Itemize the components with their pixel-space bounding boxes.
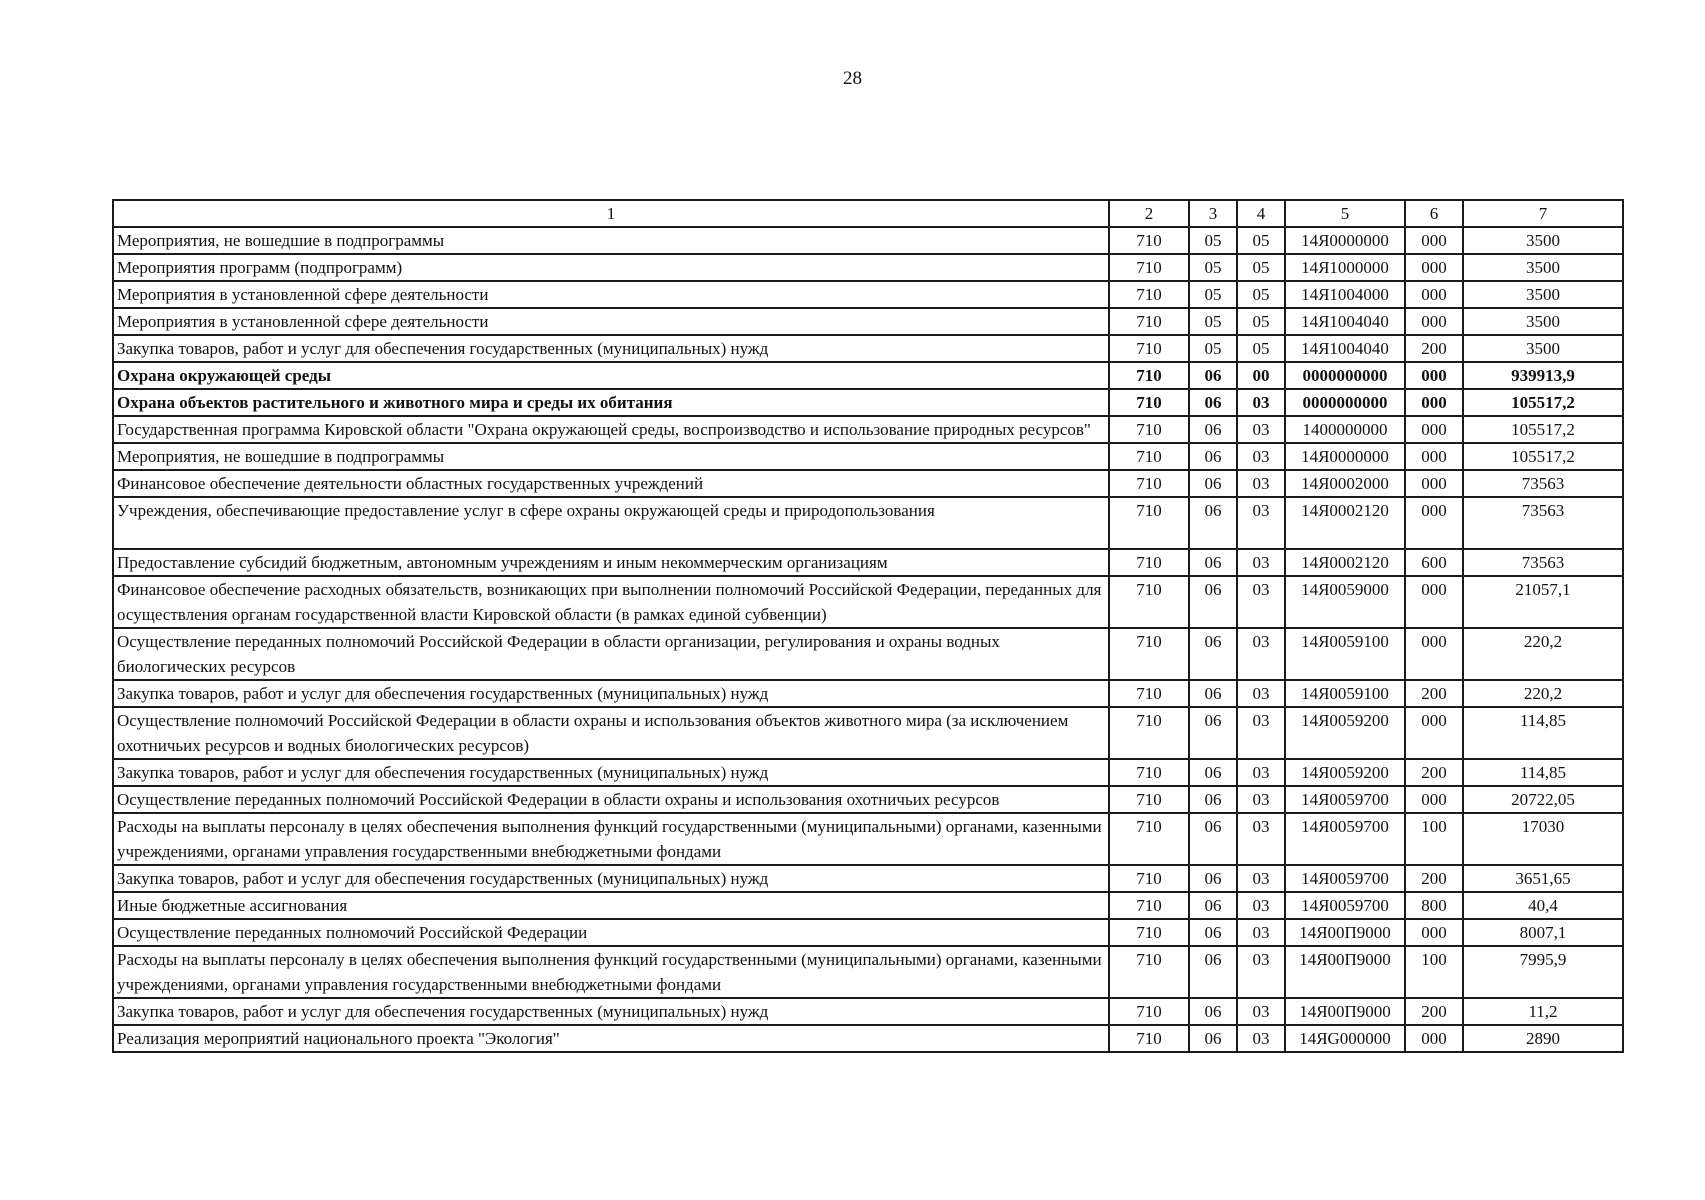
row-col6-cell: 000 bbox=[1405, 497, 1463, 549]
row-col2-cell: 710 bbox=[1109, 389, 1189, 416]
row-name-cell: Закупка товаров, работ и услуг для обеспечения государственных (муниципальных) нужд bbox=[113, 759, 1109, 786]
row-col5-cell: 14Я00П9000 bbox=[1285, 919, 1405, 946]
row-col5-cell: 14Я0000000 bbox=[1285, 443, 1405, 470]
table-row bbox=[113, 998, 1623, 1025]
row-col6-cell: 200 bbox=[1405, 335, 1463, 362]
row-col5-cell: 14Я0059100 bbox=[1285, 680, 1405, 707]
table-row bbox=[113, 416, 1623, 443]
row-name-cell: Мероприятия в установленной сфере деятельности bbox=[113, 308, 1109, 335]
row-col4-cell: 03 bbox=[1237, 998, 1285, 1025]
table-row bbox=[113, 443, 1623, 470]
row-col5-cell: 14Я0002120 bbox=[1285, 497, 1405, 549]
row-name-cell: Закупка товаров, работ и услуг для обеспечения государственных (муниципальных) нужд bbox=[113, 680, 1109, 707]
row-sum-cell: 114,85 bbox=[1463, 759, 1623, 786]
row-col5-cell: 14Я0000000 bbox=[1285, 227, 1405, 254]
row-name-cell: Расходы на выплаты персоналу в целях обеспечения выполнения функций государственными (муниципальными) органами, казенными учреждениями, органами управления государственными внебюджетными фондами bbox=[113, 813, 1109, 865]
table-row bbox=[113, 813, 1623, 865]
row-col3-cell: 06 bbox=[1189, 497, 1237, 549]
row-col2-cell: 710 bbox=[1109, 759, 1189, 786]
header-cell: 7 bbox=[1463, 200, 1623, 227]
row-col4-cell: 03 bbox=[1237, 576, 1285, 628]
row-col4-cell: 05 bbox=[1237, 254, 1285, 281]
table-row bbox=[113, 308, 1623, 335]
table-row bbox=[113, 549, 1623, 576]
row-col6-cell: 600 bbox=[1405, 549, 1463, 576]
row-col2-cell: 710 bbox=[1109, 865, 1189, 892]
row-col6-cell: 800 bbox=[1405, 892, 1463, 919]
row-col6-cell: 200 bbox=[1405, 998, 1463, 1025]
row-col6-cell: 000 bbox=[1405, 786, 1463, 813]
row-col3-cell: 05 bbox=[1189, 335, 1237, 362]
row-sum-cell: 105517,2 bbox=[1463, 389, 1623, 416]
row-col6-cell: 100 bbox=[1405, 946, 1463, 998]
header-cell: 5 bbox=[1285, 200, 1405, 227]
row-col5-cell: 14Я0059700 bbox=[1285, 865, 1405, 892]
row-name-cell: Финансовое обеспечение расходных обязательств, возникающих при выполнении полномочий Российской Федерации, переданных для осуществления органам государственной власти Кировской области (в рамках единой субвенции) bbox=[113, 576, 1109, 628]
row-col6-cell: 000 bbox=[1405, 628, 1463, 680]
row-col2-cell: 710 bbox=[1109, 227, 1189, 254]
row-col4-cell: 03 bbox=[1237, 786, 1285, 813]
row-col5-cell: 14Я0059200 bbox=[1285, 707, 1405, 759]
row-col2-cell: 710 bbox=[1109, 335, 1189, 362]
row-col4-cell: 03 bbox=[1237, 497, 1285, 549]
row-col2-cell: 710 bbox=[1109, 680, 1189, 707]
row-col3-cell: 05 bbox=[1189, 308, 1237, 335]
row-col5-cell: 14Я0059700 bbox=[1285, 813, 1405, 865]
row-col5-cell: 14ЯG000000 bbox=[1285, 1025, 1405, 1052]
table-row bbox=[113, 680, 1623, 707]
row-name-cell: Предоставление субсидий бюджетным, автономным учреждениям и иным некоммерческим организациям bbox=[113, 549, 1109, 576]
row-col5-cell: 14Я00П9000 bbox=[1285, 946, 1405, 998]
row-sum-cell: 7995,9 bbox=[1463, 946, 1623, 998]
row-col6-cell: 000 bbox=[1405, 362, 1463, 389]
row-sum-cell: 3500 bbox=[1463, 335, 1623, 362]
row-name-cell: Осуществление полномочий Российской Федерации в области охраны и использования объектов животного мира (за исключением охотничьих ресурсов и водных биологических ресурсов) bbox=[113, 707, 1109, 759]
row-name-cell: Финансовое обеспечение деятельности областных государственных учреждений bbox=[113, 470, 1109, 497]
table-row bbox=[113, 786, 1623, 813]
row-col2-cell: 710 bbox=[1109, 707, 1189, 759]
row-col2-cell: 710 bbox=[1109, 628, 1189, 680]
row-col4-cell: 05 bbox=[1237, 335, 1285, 362]
row-name-cell: Закупка товаров, работ и услуг для обеспечения государственных (муниципальных) нужд bbox=[113, 998, 1109, 1025]
row-sum-cell: 2890 bbox=[1463, 1025, 1623, 1052]
row-col3-cell: 06 bbox=[1189, 813, 1237, 865]
row-col5-cell: 14Я0002000 bbox=[1285, 470, 1405, 497]
row-col6-cell: 000 bbox=[1405, 308, 1463, 335]
row-col3-cell: 06 bbox=[1189, 919, 1237, 946]
row-sum-cell: 105517,2 bbox=[1463, 416, 1623, 443]
row-col5-cell: 14Я0059700 bbox=[1285, 786, 1405, 813]
row-name-cell: Осуществление переданных полномочий Российской Федерации в области охраны и использования охотничьих ресурсов bbox=[113, 786, 1109, 813]
row-col6-cell: 000 bbox=[1405, 576, 1463, 628]
row-sum-cell: 11,2 bbox=[1463, 998, 1623, 1025]
row-col4-cell: 03 bbox=[1237, 707, 1285, 759]
row-name-cell: Мероприятия в установленной сфере деятельности bbox=[113, 281, 1109, 308]
table-row bbox=[113, 576, 1623, 628]
row-col4-cell: 03 bbox=[1237, 1025, 1285, 1052]
table-row bbox=[113, 362, 1623, 389]
row-col2-cell: 710 bbox=[1109, 813, 1189, 865]
table-header-row bbox=[113, 200, 1623, 227]
row-name-cell: Охрана окружающей среды bbox=[113, 362, 1109, 389]
row-col3-cell: 06 bbox=[1189, 549, 1237, 576]
row-col6-cell: 000 bbox=[1405, 389, 1463, 416]
row-col4-cell: 03 bbox=[1237, 549, 1285, 576]
row-col6-cell: 000 bbox=[1405, 416, 1463, 443]
row-col2-cell: 710 bbox=[1109, 998, 1189, 1025]
table-row bbox=[113, 1025, 1623, 1052]
row-name-cell: Учреждения, обеспечивающие предоставление услуг в сфере охраны окружающей среды и природопользования bbox=[113, 497, 1109, 549]
row-col6-cell: 000 bbox=[1405, 227, 1463, 254]
row-col5-cell: 14Я0059700 bbox=[1285, 892, 1405, 919]
row-col4-cell: 03 bbox=[1237, 416, 1285, 443]
row-col2-cell: 710 bbox=[1109, 416, 1189, 443]
row-col3-cell: 06 bbox=[1189, 680, 1237, 707]
table-row bbox=[113, 281, 1623, 308]
row-col5-cell: 14Я0059000 bbox=[1285, 576, 1405, 628]
row-col6-cell: 000 bbox=[1405, 281, 1463, 308]
row-name-cell: Мероприятия программ (подпрограмм) bbox=[113, 254, 1109, 281]
row-col4-cell: 05 bbox=[1237, 281, 1285, 308]
row-name-cell: Государственная программа Кировской области "Охрана окружающей среды, воспроизводство и использование природных ресурсов" bbox=[113, 416, 1109, 443]
row-col3-cell: 06 bbox=[1189, 759, 1237, 786]
table-row bbox=[113, 759, 1623, 786]
row-col3-cell: 06 bbox=[1189, 892, 1237, 919]
header-cell: 4 bbox=[1237, 200, 1285, 227]
row-sum-cell: 17030 bbox=[1463, 813, 1623, 865]
row-col3-cell: 06 bbox=[1189, 416, 1237, 443]
row-col5-cell: 14Я0002120 bbox=[1285, 549, 1405, 576]
row-sum-cell: 20722,05 bbox=[1463, 786, 1623, 813]
row-sum-cell: 40,4 bbox=[1463, 892, 1623, 919]
header-cell: 2 bbox=[1109, 200, 1189, 227]
row-col3-cell: 06 bbox=[1189, 362, 1237, 389]
row-col2-cell: 710 bbox=[1109, 892, 1189, 919]
table-row bbox=[113, 497, 1623, 549]
table-row bbox=[113, 919, 1623, 946]
row-col3-cell: 06 bbox=[1189, 576, 1237, 628]
budget-table bbox=[112, 199, 1624, 1053]
header-cell: 1 bbox=[113, 200, 1109, 227]
row-col2-cell: 710 bbox=[1109, 470, 1189, 497]
row-sum-cell: 939913,9 bbox=[1463, 362, 1623, 389]
row-col6-cell: 200 bbox=[1405, 759, 1463, 786]
table-row bbox=[113, 628, 1623, 680]
row-col2-cell: 710 bbox=[1109, 443, 1189, 470]
row-col2-cell: 710 bbox=[1109, 362, 1189, 389]
row-name-cell: Реализация мероприятий национального проекта "Экология" bbox=[113, 1025, 1109, 1052]
row-sum-cell: 105517,2 bbox=[1463, 443, 1623, 470]
row-col4-cell: 03 bbox=[1237, 389, 1285, 416]
row-col4-cell: 03 bbox=[1237, 865, 1285, 892]
row-sum-cell: 3500 bbox=[1463, 254, 1623, 281]
row-name-cell: Мероприятия, не вошедшие в подпрограммы bbox=[113, 227, 1109, 254]
row-col3-cell: 06 bbox=[1189, 470, 1237, 497]
row-col4-cell: 05 bbox=[1237, 227, 1285, 254]
row-col3-cell: 05 bbox=[1189, 281, 1237, 308]
row-col2-cell: 710 bbox=[1109, 497, 1189, 549]
row-col5-cell: 14Я1004040 bbox=[1285, 335, 1405, 362]
row-col4-cell: 03 bbox=[1237, 892, 1285, 919]
table-row bbox=[113, 254, 1623, 281]
row-name-cell: Закупка товаров, работ и услуг для обеспечения государственных (муниципальных) нужд bbox=[113, 865, 1109, 892]
row-col5-cell: 14Я0059200 bbox=[1285, 759, 1405, 786]
row-col2-cell: 710 bbox=[1109, 308, 1189, 335]
row-col5-cell: 14Я1000000 bbox=[1285, 254, 1405, 281]
row-col3-cell: 06 bbox=[1189, 628, 1237, 680]
row-col2-cell: 710 bbox=[1109, 254, 1189, 281]
row-col3-cell: 05 bbox=[1189, 227, 1237, 254]
row-col3-cell: 06 bbox=[1189, 443, 1237, 470]
row-col4-cell: 03 bbox=[1237, 443, 1285, 470]
row-sum-cell: 73563 bbox=[1463, 549, 1623, 576]
row-name-cell: Осуществление переданных полномочий Российской Федерации в области организации, регулирования и охраны водных биологических ресурсов bbox=[113, 628, 1109, 680]
header-cell: 3 bbox=[1189, 200, 1237, 227]
row-name-cell: Расходы на выплаты персоналу в целях обеспечения выполнения функций государственными (муниципальными) органами, казенными учреждениями, органами управления государственными внебюджетными фондами bbox=[113, 946, 1109, 998]
row-sum-cell: 3500 bbox=[1463, 281, 1623, 308]
row-sum-cell: 220,2 bbox=[1463, 680, 1623, 707]
row-col4-cell: 03 bbox=[1237, 946, 1285, 998]
row-col2-cell: 710 bbox=[1109, 1025, 1189, 1052]
row-sum-cell: 3651,65 bbox=[1463, 865, 1623, 892]
row-col6-cell: 000 bbox=[1405, 443, 1463, 470]
row-col2-cell: 710 bbox=[1109, 549, 1189, 576]
table-row bbox=[113, 389, 1623, 416]
row-col5-cell: 14Я0059100 bbox=[1285, 628, 1405, 680]
row-col3-cell: 06 bbox=[1189, 786, 1237, 813]
row-col3-cell: 05 bbox=[1189, 254, 1237, 281]
row-name-cell: Охрана объектов растительного и животного мира и среды их обитания bbox=[113, 389, 1109, 416]
row-col2-cell: 710 bbox=[1109, 946, 1189, 998]
row-col6-cell: 200 bbox=[1405, 865, 1463, 892]
row-col4-cell: 03 bbox=[1237, 628, 1285, 680]
row-col4-cell: 00 bbox=[1237, 362, 1285, 389]
row-col5-cell: 14Я00П9000 bbox=[1285, 998, 1405, 1025]
row-col5-cell: 14Я1004000 bbox=[1285, 281, 1405, 308]
row-col3-cell: 06 bbox=[1189, 998, 1237, 1025]
header-cell: 6 bbox=[1405, 200, 1463, 227]
row-col6-cell: 100 bbox=[1405, 813, 1463, 865]
row-col6-cell: 000 bbox=[1405, 470, 1463, 497]
row-col6-cell: 000 bbox=[1405, 254, 1463, 281]
row-col4-cell: 03 bbox=[1237, 919, 1285, 946]
row-col3-cell: 06 bbox=[1189, 1025, 1237, 1052]
row-col5-cell: 0000000000 bbox=[1285, 362, 1405, 389]
row-col4-cell: 03 bbox=[1237, 759, 1285, 786]
row-col6-cell: 200 bbox=[1405, 680, 1463, 707]
row-name-cell: Мероприятия, не вошедшие в подпрограммы bbox=[113, 443, 1109, 470]
row-col4-cell: 03 bbox=[1237, 813, 1285, 865]
row-sum-cell: 3500 bbox=[1463, 227, 1623, 254]
row-col2-cell: 710 bbox=[1109, 576, 1189, 628]
row-sum-cell: 114,85 bbox=[1463, 707, 1623, 759]
table-row bbox=[113, 470, 1623, 497]
table-row bbox=[113, 946, 1623, 998]
row-name-cell: Закупка товаров, работ и услуг для обеспечения государственных (муниципальных) нужд bbox=[113, 335, 1109, 362]
row-name-cell: Иные бюджетные ассигнования bbox=[113, 892, 1109, 919]
row-col3-cell: 06 bbox=[1189, 707, 1237, 759]
table-row bbox=[113, 335, 1623, 362]
row-col4-cell: 03 bbox=[1237, 680, 1285, 707]
row-col2-cell: 710 bbox=[1109, 786, 1189, 813]
row-col6-cell: 000 bbox=[1405, 919, 1463, 946]
table-row bbox=[113, 707, 1623, 759]
row-col2-cell: 710 bbox=[1109, 919, 1189, 946]
row-col6-cell: 000 bbox=[1405, 707, 1463, 759]
row-sum-cell: 3500 bbox=[1463, 308, 1623, 335]
row-col3-cell: 06 bbox=[1189, 389, 1237, 416]
row-sum-cell: 73563 bbox=[1463, 470, 1623, 497]
row-col3-cell: 06 bbox=[1189, 946, 1237, 998]
table-row bbox=[113, 892, 1623, 919]
row-sum-cell: 21057,1 bbox=[1463, 576, 1623, 628]
row-col4-cell: 05 bbox=[1237, 308, 1285, 335]
row-sum-cell: 73563 bbox=[1463, 497, 1623, 549]
row-col5-cell: 14Я1004040 bbox=[1285, 308, 1405, 335]
row-sum-cell: 8007,1 bbox=[1463, 919, 1623, 946]
page-number: 28 bbox=[843, 68, 862, 89]
row-name-cell: Осуществление переданных полномочий Российской Федерации bbox=[113, 919, 1109, 946]
row-col4-cell: 03 bbox=[1237, 470, 1285, 497]
row-col3-cell: 06 bbox=[1189, 865, 1237, 892]
row-col2-cell: 710 bbox=[1109, 281, 1189, 308]
row-sum-cell: 220,2 bbox=[1463, 628, 1623, 680]
row-col5-cell: 0000000000 bbox=[1285, 389, 1405, 416]
table-body bbox=[113, 200, 1623, 1052]
table-row bbox=[113, 865, 1623, 892]
row-col6-cell: 000 bbox=[1405, 1025, 1463, 1052]
row-col5-cell: 1400000000 bbox=[1285, 416, 1405, 443]
table-row bbox=[113, 227, 1623, 254]
